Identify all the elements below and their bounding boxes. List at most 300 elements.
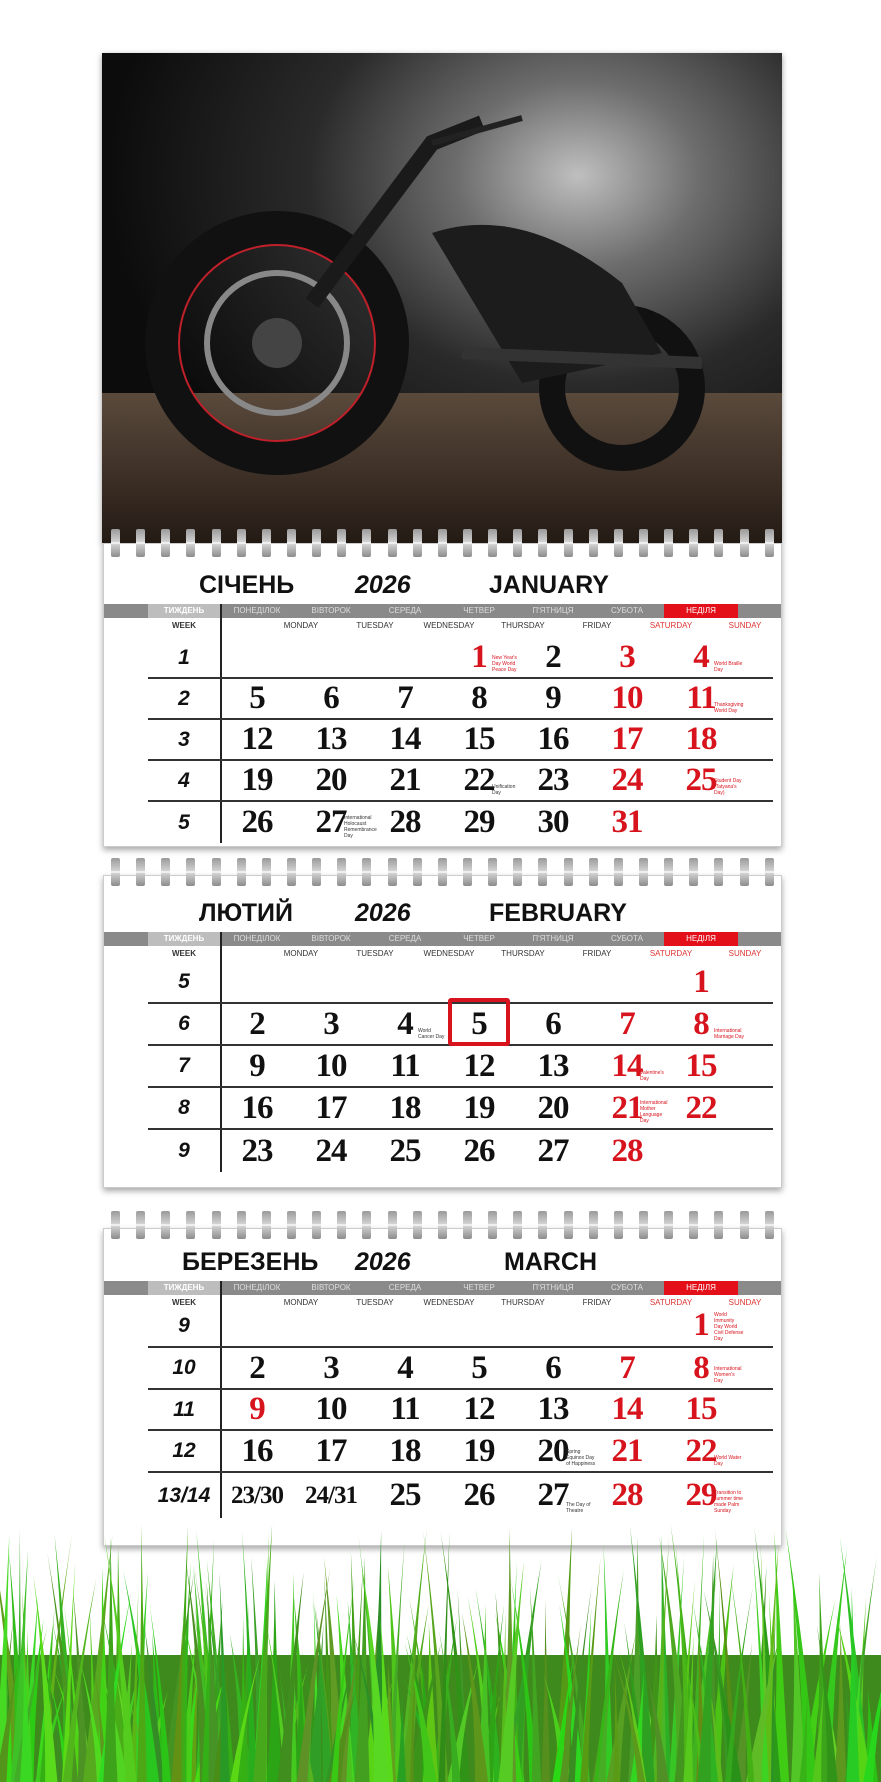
- day-cell[interactable]: [220, 679, 294, 718]
- binding-ring: [237, 1211, 246, 1239]
- binding-ring: [212, 858, 221, 886]
- binding-ring: [463, 1211, 472, 1239]
- day-number: 19: [241, 762, 273, 798]
- weekday-en: MONDAY: [283, 621, 319, 630]
- day-number: 13: [537, 1391, 569, 1427]
- week-row: [148, 1046, 773, 1088]
- day-number: 23: [241, 1132, 273, 1169]
- binding-ring: [262, 529, 271, 557]
- day-number: 24: [315, 1132, 347, 1169]
- month-title-year: 2026: [355, 570, 411, 599]
- binding-ring: [538, 858, 547, 886]
- binding-ring: [337, 1211, 346, 1239]
- day-cell[interactable]: [516, 761, 590, 800]
- weekday-en: SATURDAY: [649, 621, 693, 630]
- day-number: 3: [323, 1005, 339, 1042]
- day-cell[interactable]: [516, 1348, 590, 1388]
- month-title-title-ua: ЛЮТИЙ: [199, 898, 293, 927]
- month-title-title-en: JANUARY: [489, 570, 609, 599]
- binding-ring: [614, 1211, 623, 1239]
- binding-ring: [614, 858, 623, 886]
- day-number: 31: [611, 804, 643, 840]
- weekday-en: SATURDAY: [649, 1298, 693, 1307]
- day-number: 18: [389, 1089, 421, 1126]
- day-cell[interactable]: [664, 1431, 742, 1471]
- month-page-january: [103, 543, 782, 847]
- day-cell[interactable]: [294, 802, 377, 843]
- day-cell[interactable]: [664, 638, 743, 677]
- day-number: 7: [619, 1349, 635, 1386]
- day-cell[interactable]: [590, 1046, 664, 1086]
- day-note: Student Day (Tatyana's Day): [714, 778, 742, 796]
- day-number: 8: [693, 1005, 709, 1042]
- day-cell[interactable]: [516, 679, 590, 718]
- binding-ring: [337, 858, 346, 886]
- day-cell[interactable]: [442, 638, 516, 677]
- binding-ring: [337, 529, 346, 557]
- day-number: 6: [545, 1349, 561, 1386]
- day-number: 3: [323, 1349, 339, 1386]
- day-cell[interactable]: [516, 1431, 596, 1471]
- binding-ring: [287, 529, 296, 557]
- binding-ring: [186, 1211, 195, 1239]
- day-cell[interactable]: [590, 1348, 664, 1388]
- day-cell[interactable]: [368, 1390, 442, 1429]
- day-cell[interactable]: [368, 1046, 442, 1086]
- binding-ring: [212, 529, 221, 557]
- day-cell[interactable]: [368, 802, 442, 843]
- day-cell[interactable]: [220, 1046, 294, 1086]
- binding-ring: [513, 1211, 522, 1239]
- binding-ring: [111, 858, 120, 886]
- day-number: 9: [545, 680, 561, 716]
- day-cell[interactable]: [590, 679, 664, 718]
- month-title-title-ua: СІЧЕНЬ: [199, 570, 295, 599]
- day-number: 27: [537, 1132, 569, 1169]
- binding-ring: [388, 858, 397, 886]
- day-number: 15: [685, 1391, 717, 1427]
- month-title-year: 2026: [355, 898, 411, 927]
- week-header-ua: ТИЖДЕНЬ: [148, 604, 220, 618]
- binding-ring: [237, 529, 246, 557]
- binding-ring: [388, 529, 397, 557]
- binding-ring: [413, 1211, 422, 1239]
- week-header-ua: ТИЖДЕНЬ: [148, 932, 220, 946]
- weekday-en: THURSDAY: [501, 621, 545, 630]
- weekday-en: TUESDAY: [356, 1298, 394, 1307]
- day-cell[interactable]: [220, 761, 294, 800]
- week-number: 5: [178, 970, 190, 993]
- day-cell[interactable]: [442, 1046, 516, 1086]
- binding-ring: [488, 1211, 497, 1239]
- grass-decoration: [0, 1515, 881, 1782]
- week-number: 3: [178, 727, 190, 751]
- day-cell[interactable]: [442, 1348, 516, 1388]
- day-note: Spring Equinox Day of Happiness: [566, 1449, 596, 1467]
- binding-ring: [438, 1211, 447, 1239]
- week-header-en: WEEK: [172, 1298, 196, 1307]
- binding-ring: [740, 858, 749, 886]
- day-cell[interactable]: [442, 761, 516, 800]
- week-number: 11: [173, 1397, 195, 1421]
- day-cell[interactable]: [294, 1004, 368, 1044]
- day-number: 20: [315, 762, 347, 798]
- day-cell[interactable]: [516, 802, 590, 843]
- day-cell[interactable]: [368, 679, 442, 718]
- week-row: [148, 638, 773, 679]
- day-number: 13: [537, 1047, 569, 1084]
- day-number: 25: [389, 1132, 421, 1169]
- day-number: 6: [323, 680, 339, 716]
- day-cell[interactable]: [664, 761, 742, 800]
- binding-ring: [538, 1211, 547, 1239]
- weekday-ua: ЧЕТВЕР: [463, 934, 495, 943]
- weekday-header-bar: [104, 604, 781, 618]
- binding-ring: [689, 858, 698, 886]
- day-note: International Women's Day: [714, 1366, 742, 1384]
- weekday-ua: НЕДІЛЯ: [664, 932, 738, 946]
- week-number: 12: [172, 1439, 196, 1462]
- day-cell[interactable]: [294, 761, 368, 800]
- day-number: 9: [249, 1047, 265, 1084]
- day-cell[interactable]: [294, 1390, 368, 1429]
- binding-ring: [312, 858, 321, 886]
- day-number: 11: [686, 680, 716, 716]
- week-number: 6: [178, 1012, 190, 1035]
- binding-ring: [312, 1211, 321, 1239]
- binding-ring: [664, 858, 673, 886]
- day-number: 8: [471, 680, 487, 716]
- day-cell[interactable]: [664, 1348, 742, 1388]
- day-cell[interactable]: [516, 1088, 590, 1128]
- binding-ring: [186, 858, 195, 886]
- spiral-binding: [103, 858, 782, 886]
- day-cell[interactable]: [590, 1004, 664, 1044]
- day-number: 20: [537, 1432, 569, 1469]
- weekday-en: SUNDAY: [728, 1298, 762, 1307]
- day-number: 15: [685, 1047, 717, 1084]
- day-cell[interactable]: [516, 638, 590, 677]
- weekday-ua: ВІВТОРОК: [311, 1283, 351, 1292]
- day-cell[interactable]: [294, 1130, 368, 1172]
- month-title-title-en: MARCH: [504, 1247, 598, 1276]
- day-cell[interactable]: [590, 802, 664, 843]
- spiral-binding: [103, 529, 782, 557]
- binding-ring: [740, 529, 749, 557]
- day-cell[interactable]: [294, 1046, 368, 1086]
- week-row: [148, 1088, 773, 1130]
- day-number: 2: [249, 1005, 265, 1042]
- day-number: 9: [249, 1391, 265, 1427]
- binding-ring: [765, 1211, 774, 1239]
- motorcycle-illustration: [102, 53, 782, 543]
- spiral-binding: [103, 1211, 782, 1239]
- day-number: 16: [537, 721, 569, 757]
- week-row: [148, 1305, 773, 1348]
- day-number: 27: [537, 1477, 569, 1513]
- day-cell[interactable]: [590, 720, 664, 759]
- day-cell[interactable]: [664, 1046, 738, 1086]
- day-number: 12: [463, 1047, 495, 1084]
- day-cell[interactable]: [516, 1046, 590, 1086]
- binding-ring: [714, 858, 723, 886]
- day-cell[interactable]: [590, 1390, 664, 1429]
- week-row: [148, 1004, 773, 1046]
- day-number: 2: [249, 1349, 265, 1386]
- binding-ring: [488, 529, 497, 557]
- binding-ring: [413, 529, 422, 557]
- day-cell[interactable]: [220, 720, 294, 759]
- binding-ring: [262, 1211, 271, 1239]
- month-title-year: 2026: [355, 1247, 411, 1276]
- day-number: 12: [241, 721, 273, 757]
- day-cell[interactable]: [590, 1473, 664, 1518]
- weekday-ua: СЕРЕДА: [388, 934, 422, 943]
- day-cell[interactable]: [516, 1004, 590, 1044]
- weekday-header-bar: [104, 932, 781, 946]
- day-note: World Braille Day: [714, 661, 743, 673]
- day-cell[interactable]: [664, 1305, 744, 1346]
- day-cell[interactable]: [368, 720, 442, 759]
- binding-ring: [564, 1211, 573, 1239]
- binding-ring: [186, 529, 195, 557]
- day-cell[interactable]: [220, 1473, 294, 1518]
- day-number: 12: [463, 1391, 495, 1427]
- week-header-en: WEEK: [172, 621, 196, 630]
- binding-ring: [287, 1211, 296, 1239]
- day-number: 1: [471, 639, 487, 675]
- day-number: 4: [397, 1349, 413, 1386]
- day-cell[interactable]: [442, 1473, 516, 1518]
- weekday-ua: СУБОТА: [611, 1283, 643, 1292]
- week-number: 13/14: [157, 1483, 211, 1507]
- weekday-en: MONDAY: [283, 949, 319, 958]
- binding-ring: [287, 858, 296, 886]
- binding-ring: [362, 1211, 371, 1239]
- week-header-en: WEEK: [172, 949, 196, 958]
- week-number: 4: [178, 768, 190, 792]
- day-cell[interactable]: [590, 761, 664, 800]
- day-number: 24: [611, 762, 643, 798]
- day-number: 23/30: [231, 1481, 283, 1509]
- day-cell[interactable]: [442, 1088, 516, 1128]
- day-number: 3: [619, 639, 635, 675]
- week-number: 5: [178, 810, 190, 834]
- day-number: 21: [389, 762, 421, 798]
- binding-ring: [564, 858, 573, 886]
- day-cell[interactable]: [220, 1348, 294, 1388]
- binding-ring: [312, 529, 321, 557]
- day-number: 4: [693, 639, 709, 675]
- day-note: Valentine's Day: [640, 1070, 664, 1082]
- weekday-ua: СУБОТА: [611, 606, 643, 615]
- day-number: 25: [685, 762, 717, 798]
- day-cell[interactable]: [294, 679, 368, 718]
- binding-ring: [136, 858, 145, 886]
- binding-ring: [513, 858, 522, 886]
- day-note: New Year's Day World Peace Day: [492, 655, 517, 673]
- day-number: 14: [611, 1391, 643, 1427]
- weekday-ua: ЧЕТВЕР: [463, 1283, 495, 1292]
- day-cell[interactable]: [294, 720, 368, 759]
- binding-ring: [740, 1211, 749, 1239]
- binding-ring: [513, 529, 522, 557]
- weekday-ua: П'ЯТНИЦЯ: [532, 1283, 574, 1292]
- day-cell[interactable]: [664, 962, 738, 1002]
- day-cell[interactable]: [664, 1088, 738, 1128]
- weekday-ua: СУБОТА: [611, 934, 643, 943]
- day-cell[interactable]: [294, 1431, 368, 1471]
- week-row: [148, 679, 773, 720]
- binding-ring: [438, 529, 447, 557]
- day-cell[interactable]: [590, 638, 664, 677]
- day-note: Thanksgiving World Day: [714, 702, 744, 714]
- day-number: 8: [693, 1349, 709, 1386]
- day-number: 6: [545, 1005, 561, 1042]
- day-number: 5: [249, 680, 265, 716]
- weekday-en: TUESDAY: [356, 621, 394, 630]
- week-row: [148, 802, 773, 843]
- day-cell[interactable]: [220, 1390, 294, 1429]
- day-number: 23: [537, 762, 569, 798]
- day-number: 13: [315, 721, 347, 757]
- day-number: 11: [390, 1391, 420, 1427]
- day-number: 7: [397, 680, 413, 716]
- weekday-ua: П'ЯТНИЦЯ: [532, 606, 574, 615]
- day-cell[interactable]: [220, 1431, 294, 1471]
- day-number: 10: [315, 1047, 347, 1084]
- day-number: 15: [463, 721, 495, 757]
- day-cell[interactable]: [664, 1390, 738, 1429]
- binding-ring: [589, 858, 598, 886]
- day-cell[interactable]: [368, 1431, 442, 1471]
- binding-ring: [639, 529, 648, 557]
- day-cell[interactable]: [590, 1431, 664, 1471]
- week-number: 10: [172, 1356, 196, 1379]
- week-number: 2: [178, 686, 190, 710]
- day-number: 16: [241, 1089, 273, 1126]
- week-row: [148, 1348, 773, 1390]
- weekday-en: THURSDAY: [501, 1298, 545, 1307]
- weekday-en: THURSDAY: [501, 949, 545, 958]
- day-cell[interactable]: [664, 679, 744, 718]
- day-cell[interactable]: [294, 1473, 368, 1518]
- day-number: 28: [611, 1132, 643, 1169]
- day-note: World Water Day: [714, 1455, 742, 1467]
- day-number: 10: [611, 680, 643, 716]
- day-note: International Mother Language Day: [640, 1100, 668, 1124]
- weekday-ua: ПОНЕДІЛОК: [233, 606, 281, 615]
- binding-ring: [639, 1211, 648, 1239]
- weekday-en: MONDAY: [283, 1298, 319, 1307]
- day-cell[interactable]: [368, 1130, 442, 1172]
- binding-ring: [463, 858, 472, 886]
- day-number: 17: [315, 1432, 347, 1469]
- day-cell[interactable]: [220, 802, 294, 843]
- binding-ring: [589, 529, 598, 557]
- day-cell[interactable]: [664, 1004, 745, 1044]
- day-cell[interactable]: [442, 1004, 516, 1044]
- day-note: World Immunity Day World Civil Defense Day: [714, 1312, 744, 1342]
- day-cell[interactable]: [368, 1348, 442, 1388]
- weekday-en: SATURDAY: [649, 949, 693, 958]
- binding-ring: [664, 529, 673, 557]
- binding-ring: [212, 1211, 221, 1239]
- weekday-ua: П'ЯТНИЦЯ: [532, 934, 574, 943]
- binding-ring: [161, 1211, 170, 1239]
- binding-ring: [564, 529, 573, 557]
- day-cell[interactable]: [590, 1130, 664, 1172]
- day-cell[interactable]: [368, 1088, 442, 1128]
- day-cell[interactable]: [220, 1088, 294, 1128]
- day-note: World Cancer Day: [418, 1028, 445, 1040]
- binding-ring: [111, 529, 120, 557]
- day-number: 26: [463, 1477, 495, 1513]
- binding-ring: [438, 858, 447, 886]
- day-number: 17: [315, 1089, 347, 1126]
- binding-ring: [237, 858, 246, 886]
- day-number: 16: [241, 1432, 273, 1469]
- day-cell[interactable]: [294, 1088, 368, 1128]
- day-cell[interactable]: [442, 1431, 516, 1471]
- month-title-title-en: FEBRUARY: [489, 898, 627, 927]
- binding-ring: [362, 529, 371, 557]
- day-number: 1: [693, 963, 709, 1000]
- binding-ring: [538, 529, 547, 557]
- day-cell[interactable]: [664, 720, 738, 759]
- day-cell[interactable]: [442, 1390, 516, 1429]
- day-cell[interactable]: [368, 1473, 442, 1518]
- day-cell[interactable]: [442, 802, 516, 843]
- day-cell[interactable]: [664, 1473, 743, 1518]
- day-note: The Day of Theatre: [566, 1502, 591, 1514]
- day-number: 14: [611, 1047, 643, 1084]
- binding-ring: [765, 858, 774, 886]
- weekday-ua: НЕДІЛЯ: [664, 604, 738, 618]
- day-cell[interactable]: [516, 1390, 590, 1429]
- week-row: [148, 1130, 773, 1172]
- day-cell[interactable]: [516, 1130, 590, 1172]
- day-cell[interactable]: [442, 720, 516, 759]
- day-number: 11: [390, 1047, 420, 1084]
- binding-ring: [362, 858, 371, 886]
- day-cell[interactable]: [516, 720, 590, 759]
- day-cell[interactable]: [368, 1004, 445, 1044]
- day-cell[interactable]: [220, 1130, 294, 1172]
- day-cell[interactable]: [220, 1004, 294, 1044]
- day-cell[interactable]: [442, 679, 516, 718]
- day-number: 10: [315, 1391, 347, 1427]
- weekday-ua: ВІВТОРОК: [311, 606, 351, 615]
- day-number: 28: [389, 804, 421, 840]
- day-note: Transition to summer time made Palm Sunday: [714, 1490, 743, 1514]
- day-cell[interactable]: [442, 1130, 516, 1172]
- day-note: International Holocaust Remembrance Day: [344, 815, 377, 839]
- day-number: 1: [693, 1307, 709, 1343]
- day-cell[interactable]: [368, 761, 442, 800]
- binding-ring: [463, 529, 472, 557]
- weekday-ua: ВІВТОРОК: [311, 934, 351, 943]
- day-cell[interactable]: [294, 1348, 368, 1388]
- day-cell[interactable]: [516, 1473, 590, 1518]
- day-cell[interactable]: [590, 1088, 668, 1128]
- day-number: 17: [611, 721, 643, 757]
- week-row: [148, 720, 773, 761]
- weekday-ua: ПОНЕДІЛОК: [233, 1283, 281, 1292]
- month-title-title-ua: БЕРЕЗЕНЬ: [182, 1247, 319, 1276]
- day-number: 5: [471, 1349, 487, 1386]
- weekday-en: WEDNESDAY: [423, 621, 475, 630]
